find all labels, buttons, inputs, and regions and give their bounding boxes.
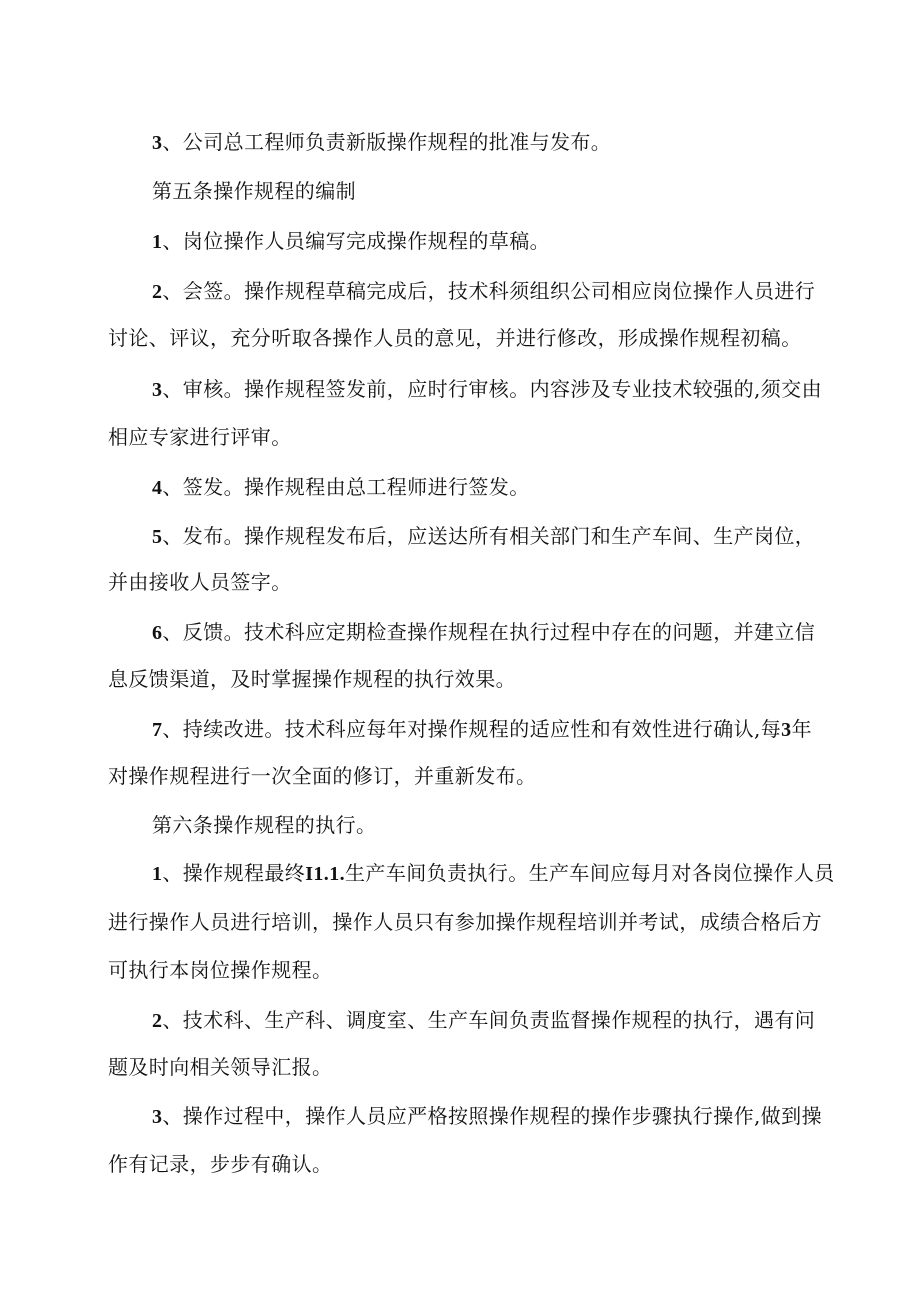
item-text: 、发布。操作规程发布后，应送达所有相关部门和生产车间、生产岗位， bbox=[162, 524, 816, 548]
item-number: 3 bbox=[152, 132, 163, 154]
paragraph-line bbox=[152, 1008, 815, 1033]
item-number: 2 bbox=[152, 1010, 163, 1032]
item-text-tail: 年 bbox=[791, 717, 812, 741]
item-number: 3 bbox=[152, 1106, 163, 1128]
item-text: 、操作规程最终 bbox=[162, 861, 306, 885]
item-text: 、审核。操作规程签发前，应时行审核。内容涉及专业技术较强的,须交由 bbox=[162, 377, 822, 401]
item-number: 2 bbox=[152, 281, 163, 303]
paragraph-continuation: 息反馈渠道，及时掌握操作规程的执行效果。 bbox=[108, 667, 516, 691]
paragraph-line bbox=[152, 620, 815, 645]
item-text: 、签发。操作规程由总工程师进行签发。 bbox=[162, 475, 530, 499]
paragraph-continuation: 讨论、评议，充分听取各操作人员的意见，并进行修改，形成操作规程初稿。 bbox=[108, 326, 802, 350]
item-number: 7 bbox=[152, 719, 163, 741]
item-text: 、技术科、生产科、调度室、生产车间负责监督操作规程的执行，遇有问 bbox=[162, 1008, 816, 1032]
paragraph-continuation: 对操作规程进行一次全面的修订，并重新发布。 bbox=[108, 764, 537, 788]
paragraph-continuation: 作有记录，步步有确认。 bbox=[108, 1152, 333, 1176]
inline-code: I1.1. bbox=[305, 863, 346, 885]
item-number: 4 bbox=[152, 477, 163, 499]
item-text-tail: 生产车间负责执行。生产车间应每月对各岗位操作人员 bbox=[345, 861, 835, 885]
year-count: 3 bbox=[781, 719, 792, 741]
paragraph-line bbox=[152, 1104, 822, 1129]
paragraph-line bbox=[152, 377, 822, 402]
item-text: 、会签。操作规程草稿完成后，技术科须组织公司相应岗位操作人员进行 bbox=[162, 279, 816, 303]
item-text: 、岗位操作人员编写完成操作规程的草稿。 bbox=[162, 229, 551, 253]
section-heading: 第六条操作规程的执行。 bbox=[152, 813, 377, 837]
paragraph-line bbox=[152, 717, 812, 742]
paragraph-line bbox=[152, 279, 815, 304]
item-text: 、操作过程中，操作人员应严格按照操作规程的操作步骤执行操作,做到操 bbox=[162, 1104, 822, 1128]
item-text: 、公司总工程师负责新版操作规程的批准与发布。 bbox=[162, 130, 612, 154]
paragraph-line bbox=[152, 229, 550, 254]
section-heading: 第五条操作规程的编制 bbox=[152, 179, 356, 203]
paragraph-continuation: 相应专家进行评审。 bbox=[108, 425, 292, 449]
paragraph-continuation: 并由接收人员签字。 bbox=[108, 570, 292, 594]
paragraph-line bbox=[152, 130, 611, 155]
item-number: 1 bbox=[152, 231, 163, 253]
item-text: 、持续改进。技术科应每年对操作规程的适应性和有效性进行确认,每 bbox=[162, 717, 782, 741]
paragraph-line bbox=[152, 524, 815, 549]
item-number: 6 bbox=[152, 622, 163, 644]
paragraph-line bbox=[152, 861, 835, 886]
item-text: 、反馈。技术科应定期检查操作规程在执行过程中存在的问题，并建立信 bbox=[162, 620, 816, 644]
paragraph-continuation: 题及时向相关领导汇报。 bbox=[108, 1055, 333, 1079]
paragraph-line bbox=[152, 475, 530, 500]
item-number: 5 bbox=[152, 526, 163, 548]
item-number: 1 bbox=[152, 863, 163, 885]
paragraph-continuation: 进行操作人员进行培训，操作人员只有参加操作规程培训并考试，成绩合格后方 bbox=[108, 910, 822, 934]
item-number: 3 bbox=[152, 379, 163, 401]
paragraph-continuation: 可执行本岗位操作规程。 bbox=[108, 958, 333, 982]
